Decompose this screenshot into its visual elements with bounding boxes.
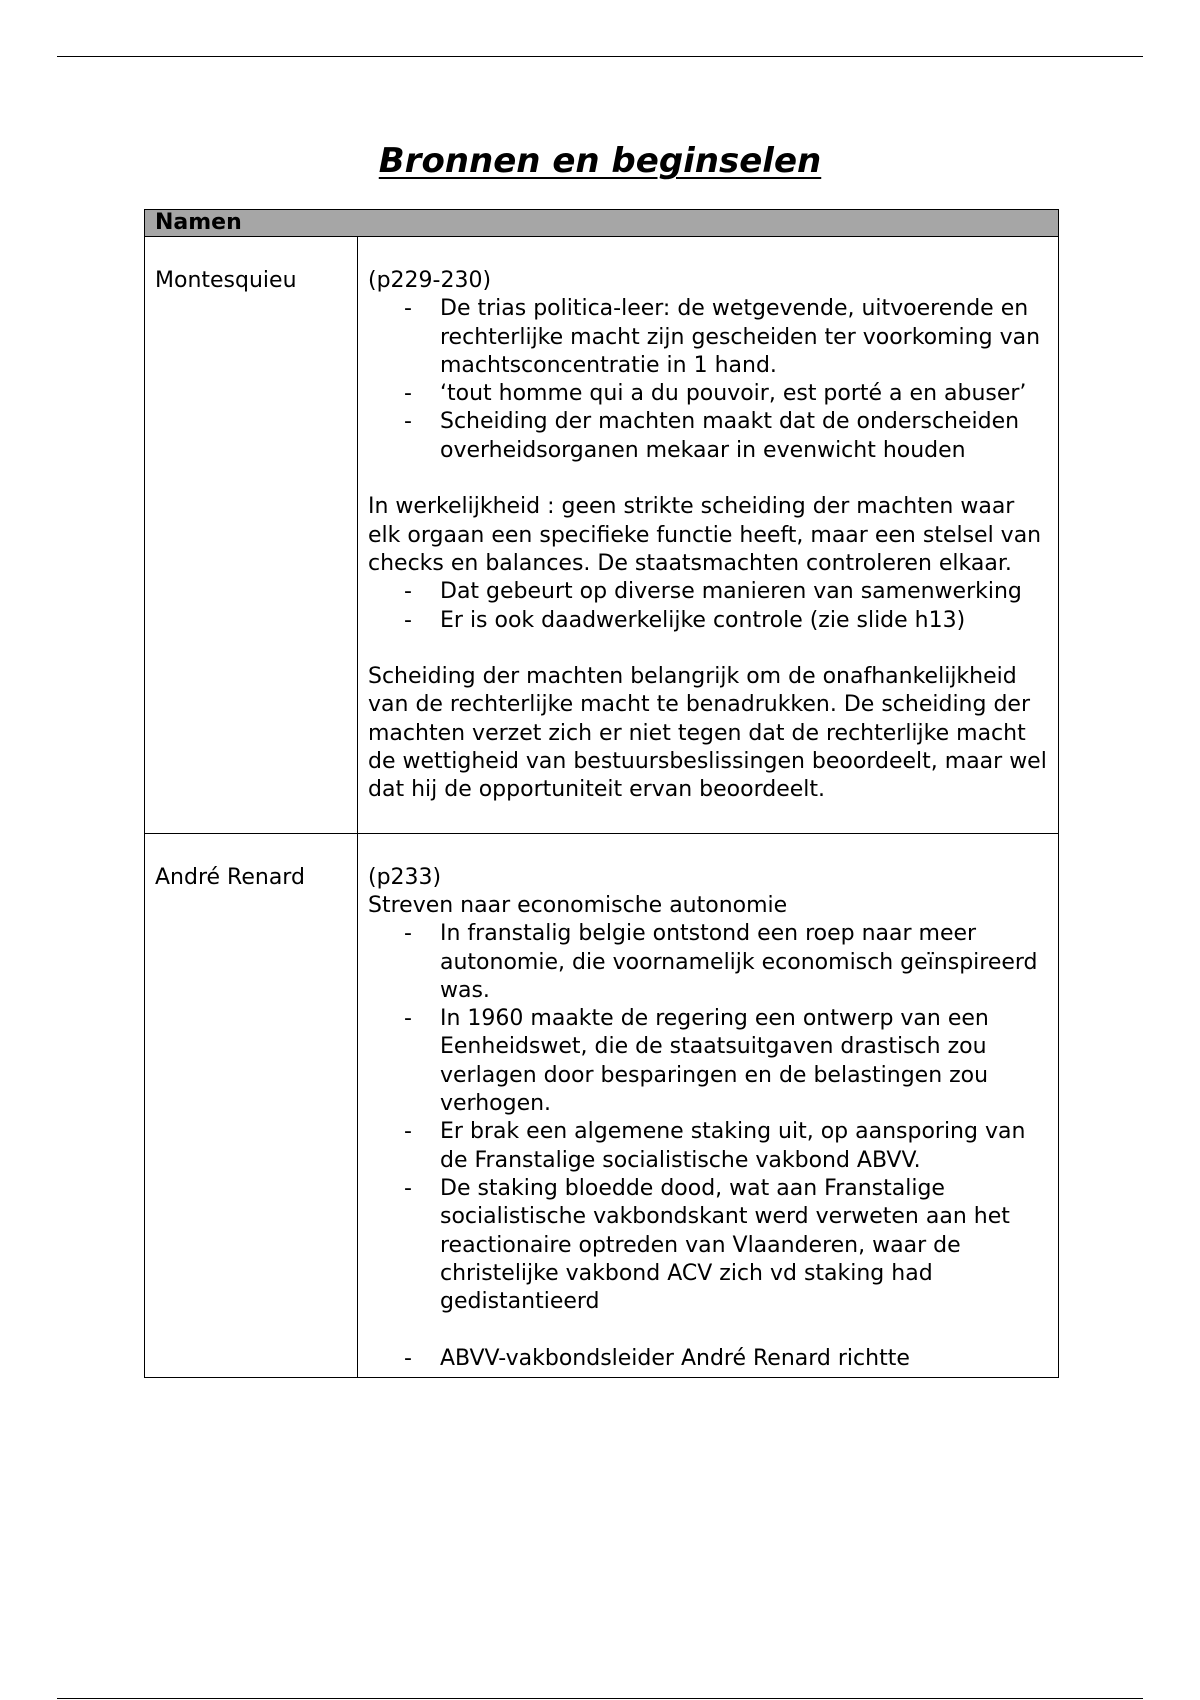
page-reference: (p233): [368, 864, 442, 890]
header-rule: [57, 56, 1143, 57]
list-item: - Scheiding der machten maakt dat de onderscheiden overheidsorganen mekaar in evenwicht houden: [440, 408, 1048, 465]
content-cell: [358, 833, 1059, 1377]
bullet-list: [368, 920, 1048, 1316]
table-header-row: [145, 210, 1059, 237]
list-item: - Er is ook daadwerkelijke controle (zie slide h13): [440, 607, 1048, 635]
list-item: - ABVV-vakbondsleider André Renard richtte: [440, 1345, 1048, 1373]
names-table: [144, 209, 1059, 1378]
bullet-list: [368, 578, 1048, 635]
list-item: - Er brak een algemene staking uit, op aansporing van de Franstalige socialistische vakbond ABVV.: [440, 1118, 1048, 1175]
paragraph: In werkelijkheid : geen strikte scheiding der machten waar elk orgaan een specifieke functie heeft, maar een stelsel van checks en balances. De staatsmachten controleren elkaar.: [368, 494, 1042, 576]
list-item: - ‘tout homme qui a du pouvoir, est porté a en abuser’: [440, 380, 1048, 408]
footer-rule: [57, 1698, 1143, 1699]
bullet-list: [368, 1345, 1048, 1373]
spacer: [368, 465, 1048, 493]
table-header: Namen: [145, 210, 1059, 237]
name-cell: Montesquieu: [145, 237, 358, 834]
list-item: - Dat gebeurt op diverse manieren van samenwerking: [440, 578, 1048, 606]
list-item: - De trias politica-leer: de wetgevende, uitvoerende en rechterlijke macht zijn gescheiden ter voorkoming van machtsconcentratie in 1 hand.: [440, 295, 1048, 380]
page-reference: (p229-230): [368, 268, 492, 293]
list-item: - In 1960 maakte de regering een ontwerp van een Eenheidswet, die de staatsuitgaven drastisch zou verlagen door besparingen en de belastingen zou verhogen.: [440, 1005, 1048, 1118]
page-title: Bronnen en beginselen: [378, 141, 822, 181]
paragraph: Scheiding der machten belangrijk om de onafhankelijkheid van de rechterlijke macht te benadrukken. De scheiding der machten verzet zich er niet tegen dat de rechterlijke macht de wettigheid van bestuursbeslissingen beoordeelt, maar wel dat hij de opportuniteit ervan beoordeelt.: [368, 664, 1047, 803]
bullet-list: [368, 295, 1048, 465]
spacer: [368, 1316, 1048, 1344]
name-cell: André Renard: [145, 833, 358, 1377]
table-row: [145, 237, 1059, 834]
list-item: - In franstalig belgie ontstond een roep naar meer autonomie, die voornamelijk economisch geïnspireerd was.: [440, 920, 1048, 1005]
spacer: [368, 635, 1048, 663]
content-cell: [358, 237, 1059, 834]
list-item: - De staking bloedde dood, wat aan Franstalige socialistische vakbondskant werd verweten aan het reactionaire optreden van Vlaanderen, waar de christelijke vakbond ACV zich vd staking had gedistantieerd: [440, 1175, 1048, 1316]
subtitle: Streven naar economische autonomie: [368, 892, 788, 918]
table-row: [145, 833, 1059, 1377]
